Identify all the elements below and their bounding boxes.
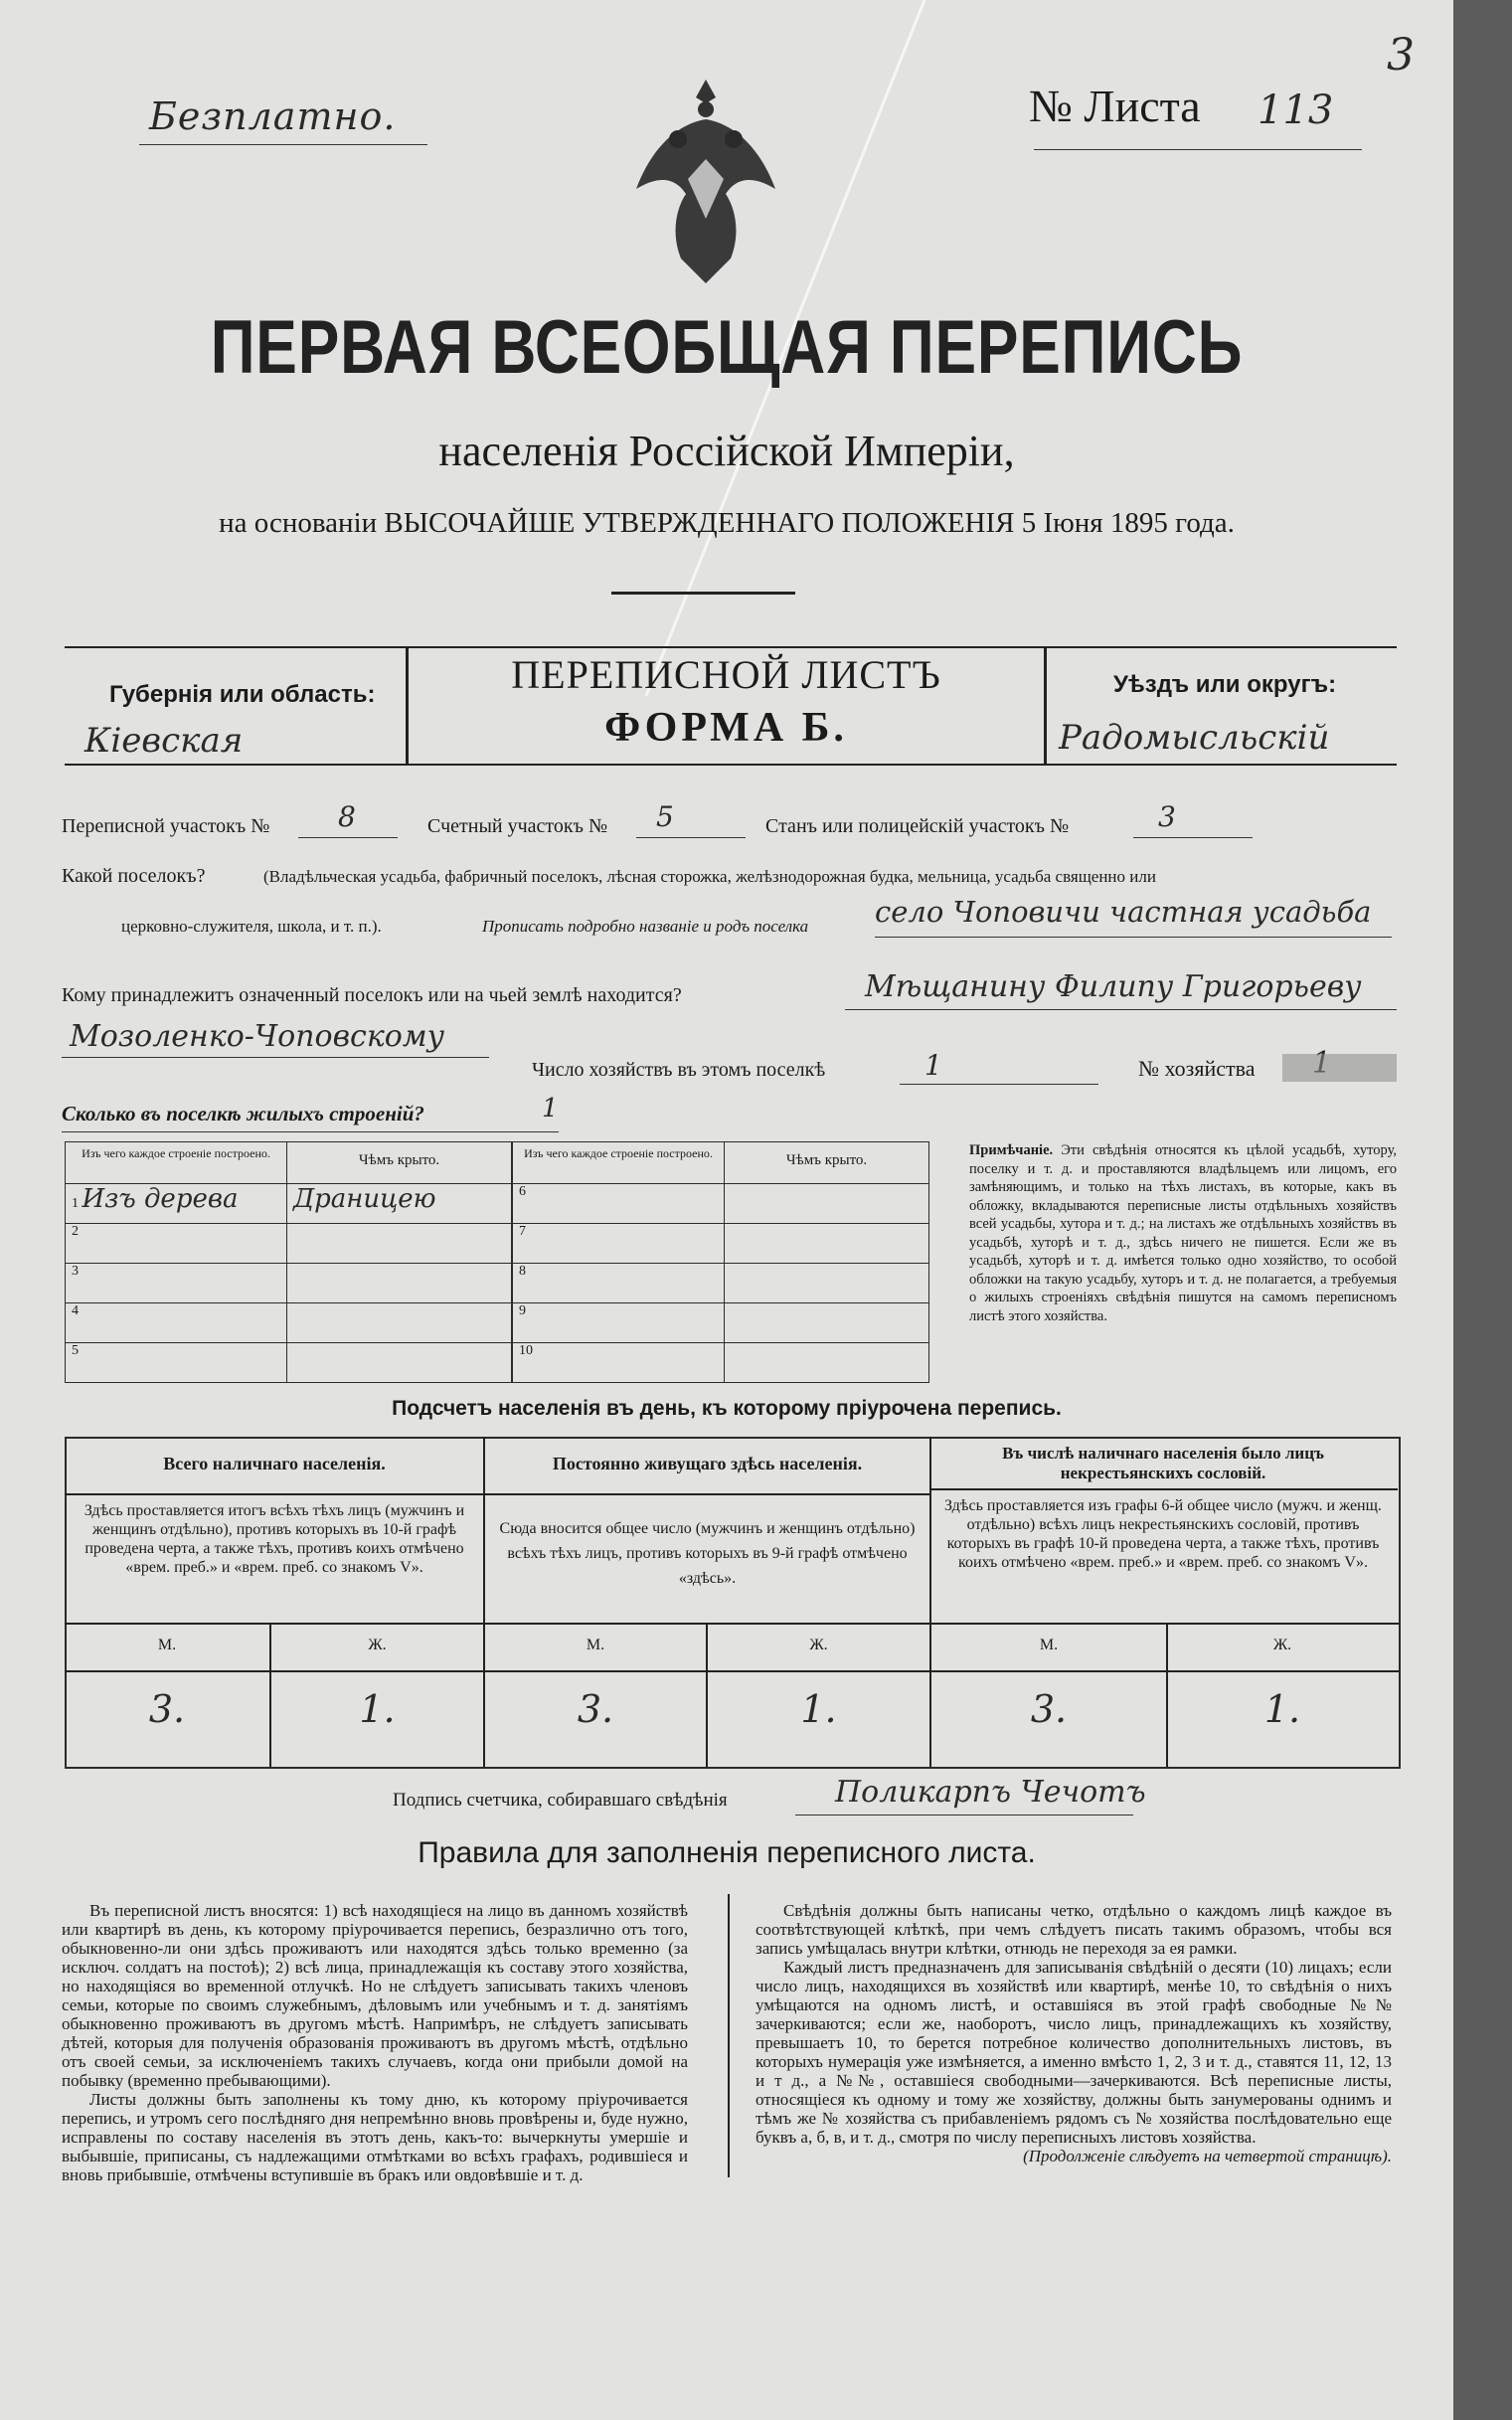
census-district-underline [298,837,398,838]
gubernia-label: Губернія или область: [109,681,376,708]
count-resident-f[interactable]: 1. [800,1687,837,1731]
count-col3-text: Здѣсь проставляется изъ графы 6-й общее число (мужч. и женщ. отдѣльно) всѣхъ лицъ некрестьянскихъ сословій, противъ которыхъ въ графѣ 10-й проведена черта, а также тѣхъ, противъ коихъ отмѣчено «врем. преб.» и «врем. преб. со знакомъ V». [944,1497,1382,1571]
census-district-label: Переписной участокъ № [62,815,270,837]
count-mf-top [65,1623,1399,1625]
form-box-bottom [65,764,1397,766]
building-1-roof[interactable] [287,1184,512,1224]
form-box-divider-right [1044,646,1047,764]
sheet-number-value: 113 [1258,87,1334,133]
building-4-roof[interactable] [287,1303,512,1343]
title-divider [611,592,795,595]
count-f-header-3: Ж. [1272,1637,1292,1653]
owner-underline [845,1009,1397,1010]
row-number: 1 [72,1196,79,1211]
main-title: ПЕРВАЯ ВСЕОБЩАЯ ПЕРЕПИСЬ [210,305,1244,390]
stan-value[interactable]: 3 [1158,800,1176,833]
settlement-value[interactable]: село Чоповичи частная усадьба [875,895,1372,929]
corner-mark: 3 [1387,30,1415,81]
count-header-line-2 [484,1493,930,1495]
stan-underline [1133,837,1253,838]
household-number-label: № хозяйства [1138,1056,1256,1081]
building-5-material[interactable]: 5 [66,1343,287,1383]
rules-title: Правила для заполненія переписного листа. [418,1836,1036,1869]
col-roof-header-2: Чѣмъ крыто. [725,1142,929,1184]
building-5-roof[interactable] [287,1343,512,1383]
owner-label: Кому принадлежитъ означенный поселокъ или на чьей землѣ находится? [62,984,682,1006]
households-value[interactable]: 1 [924,1049,942,1082]
owner-underline-2 [62,1057,489,1058]
building-2-material[interactable]: 2 [66,1224,287,1264]
count-header-line-3 [930,1488,1398,1490]
buildings-value[interactable]: 1 [542,1094,559,1124]
count-col3-title: Въ числѣ наличнаго населенія было лицъ некрестьянскихъ сословій. [1002,1444,1324,1482]
counting-district-value[interactable]: 5 [656,800,674,833]
households-underline [900,1084,1098,1085]
table-row [66,1224,512,1264]
buildings-label: Сколько въ поселкѣ жилыхъ строеній? [62,1102,424,1125]
settlement-hint: (Владѣльческая усадьба, фабричный поселокъ, лѣсная сторожка, желѣзнодорожная будка, мельница, усадьба священно или [263,867,1156,886]
building-9-roof[interactable] [725,1303,929,1343]
note-block [969,1141,1397,1325]
free-label: Безплатно. [149,94,397,138]
building-1-material[interactable] [66,1184,287,1224]
decree-line: на основаніи ВЫСОЧАЙШЕ УТВЕРЖДЕННАГО ПОЛОЖЕНІЯ 5 Іюня 1895 года. [219,507,1235,539]
owner-value-2[interactable]: Мозоленко-Чоповскому [70,1019,445,1054]
count-total-m[interactable]: 3. [148,1687,186,1731]
sheet-number-label: № Листа [1029,81,1201,131]
count-m-header-1: М. [157,1637,177,1653]
building-2-roof[interactable] [287,1224,512,1264]
rules-left-p1: Въ переписной листъ вносятся: 1) всѣ находящіеся на лицо въ данномъ хозяйствѣ или квартирѣ въ день, къ которому пріурочивается перепись, безразлично отъ того, обыкновенно-ли они здѣсь проживаютъ или находятся здѣсь только временно (за исключ. солдатъ на постоѣ); 2) всѣ лица, принадлежащія къ составу этого хозяйства, но находящіяся во временной отлучкѣ. Но не слѣдуетъ записывать такихъ членовъ семьи, которые по своимъ служебнымъ, дѣловымъ или учебнымъ и т. д. занятіямъ обыкновенно проживаютъ въ другомъ мѣстѣ. Напримѣръ, не слѣдуетъ записывать дѣтей, которыя для полученія образованія проживаютъ въ другомъ мѣстѣ, отдѣльно отъ своей семьи, за исключеніемъ такихъ случаевъ, когда они прибыли домой на побывку (временно пребывающими). [62,1901,688,2090]
building-6-roof[interactable] [725,1184,929,1224]
building-8-material[interactable]: 8 [513,1264,725,1303]
form-title: ПЕРЕПИСНОЙ ЛИСТЪ [511,652,941,697]
stan-label: Станъ или полицейскій участокъ № [765,815,1070,837]
building-3-material[interactable]: 3 [66,1264,287,1303]
building-material-value: Изъ дерева [82,1184,239,1214]
household-number-stamp [1282,1054,1397,1082]
eagle-emblem-icon [616,70,795,288]
count-mf-bottom [65,1670,1399,1672]
building-10-roof[interactable] [725,1343,929,1383]
count-m-header-2: М. [586,1637,605,1653]
col-material-header: Изъ чего каждое строеніе построено. [66,1142,287,1184]
rules-right-p1: Свѣдѣнія должны быть написаны четко, отдѣльно о каждомъ лицѣ каждое въ соотвѣтствующей клѣткѣ, при чемъ слѣдуетъ писать такимъ образомъ, чтобы вся запись умѣщалась внутри клѣтки, отнюдь не переходя за ея рамки. [756,1901,1392,1958]
free-label-underline [139,144,427,145]
table-row [513,1343,929,1383]
building-3-roof[interactable] [287,1264,512,1303]
table-row [513,1224,929,1264]
owner-value[interactable]: Мѣщанину Филипу Григорьеву [865,969,1362,1004]
count-col1-title: Всего наличнаго населенія. [163,1454,386,1473]
form-type: ФОРМА Б. [604,705,848,751]
count-title: Подсчетъ населенія въ день, къ которому пріурочена перепись. [392,1397,1062,1420]
gubernia-value[interactable]: Кіевская [84,721,244,761]
counting-district-label: Счетный участокъ № [427,815,608,837]
buildings-table-right [512,1141,929,1383]
count-col2-text: Сюда вносится общее число (мужчинъ и женщинъ отдѣльно) всѣхъ тѣхъ лицъ, противъ которыхъ въ 9-й графѣ отмѣчено «здѣсь». [499,1520,916,1587]
count-f-header-2: Ж. [809,1637,828,1653]
building-7-roof[interactable] [725,1224,929,1264]
rules-right-p2: Каждый листъ предназначенъ для записыванія свѣдѣній о десяти (10) лицахъ; если число лицъ, находящихся въ хозяйствѣ или квартирѣ, менѣе 10, то свѣдѣнія о нихъ умѣщаются на одномъ листѣ, и оставшіяся въ этой графѣ свободные №№ зачеркиваются; если же, наоборотъ, число лицъ, принадлежащихъ къ хозяйству, превышаетъ 10, то берется потребное количество дополнительныхъ листовъ, въ которыхъ нумерація уже измѣняется, а именно вмѣсто 1, 2, 3 и т. д., ставятся 11, 12, 13 и т д., а №№, оставшіеся свободными—зачеркиваются. Всѣ переписные листы, относящіеся къ одному и тому же хозяйству, должны быть занумерованы однимъ и тѣмъ же № хозяйства съ прибавленіемъ рядомъ съ № хозяйства послѣдовательно еще буквъ а, б, в, и т. д., смотря по числу переписныхъ листовъ хозяйства. [756,1958,1392,2147]
table-row [66,1184,512,1224]
signature-value[interactable]: Поликарпъ Чечотъ [835,1775,1146,1810]
count-total-f[interactable]: 1. [359,1687,396,1731]
count-col2-title: Постоянно живущаго здѣсь населенія. [552,1454,863,1473]
uezd-label: Уѣздъ или округъ: [1113,671,1337,698]
count-header-line-1 [65,1493,484,1495]
rules-continued: (Продолженіе слѣдуетъ на четвертой страницѣ). [1023,2147,1392,2165]
building-7-material[interactable]: 7 [513,1224,725,1264]
count-col1-text: Здѣсь проставляется итогъ всѣхъ тѣхъ лицъ (мужчинъ и женщинъ отдѣльно), противъ которыхъ въ 10-й графѣ проведена черта, а также тѣхъ, противъ коихъ отмѣчено «врем. преб.» и «врем. преб. со знакомъ V». [84,1502,465,1576]
form-box-top [65,646,1397,648]
table-row [513,1184,929,1224]
building-roof-value: Драницею [293,1184,436,1214]
note-label: Примѣчаніе. [969,1142,1054,1158]
sheet-number-underline [1034,149,1362,150]
building-10-material[interactable]: 10 [513,1343,725,1383]
subtitle: населенія Россійской Имперіи, [438,427,1015,475]
building-4-material[interactable]: 4 [66,1303,287,1343]
buildings-underline [62,1131,559,1132]
rules-left-column [62,1901,688,2184]
settlement-label: Какой поселокъ? [62,865,206,887]
building-6-material[interactable]: 6 [513,1184,725,1224]
table-row [66,1343,512,1383]
buildings-table-left [65,1141,512,1383]
rules-column-divider [728,1894,730,2177]
uezd-value[interactable]: Радомысльскій [1059,718,1330,758]
rules-left-p2: Листы должны быть заполнены къ тому дню, къ которому пріурочивается перепись, и утромъ сего послѣдняго дня непремѣнно вновь провѣрены и, буде нужно, исправлены по составу населенія въ этотъ день, какъ-то: вычеркнуты умершіе и выбывшіе, приписаны, съ надлежащими отмѣтками во всѣхъ графахъ, родившіеся и вновь прибывшіе, отмѣчены вступившіе въ бракъ или овдовѣвшіе и т. д. [62,2090,688,2184]
col-material-header-2: Изъ чего каждое строеніе построено. [513,1142,725,1184]
count-nonpeasant-f[interactable]: 1. [1263,1687,1301,1731]
count-f-header-1: Ж. [368,1637,387,1653]
count-resident-m[interactable]: 3. [577,1687,614,1731]
building-8-roof[interactable] [725,1264,929,1303]
settlement-hint-2: церковно-служителя, школа, и т. п.). [121,917,382,936]
building-9-material[interactable]: 9 [513,1303,725,1343]
col-roof-header: Чѣмъ крыто. [287,1142,512,1184]
rules-right-column [756,1901,1392,2165]
households-label: Число хозяйствъ въ этомъ поселкѣ [532,1059,826,1081]
count-nonpeasant-m[interactable]: 3. [1030,1687,1068,1731]
settlement-underline [875,937,1392,938]
table-row [513,1264,929,1303]
signature-label: Подпись счетчика, собиравшаго свѣдѣнія [393,1790,728,1811]
table-row [513,1303,929,1343]
note-text: Эти свѣдѣнія относятся къ цѣлой усадьбѣ, хутору, поселку и т. д. и проставляются владѣльцемъ или лицомъ, его замѣняющимъ, и только на тѣхъ листахъ, въ которые, какъ въ обложку, вкладываются переписные листы отдѣльныхъ хозяйствъ всей усадьбы, хутора и т. д.; на листахъ же отдѣльныхъ хозяйствъ въ усадьбѣ, хуторѣ и т. д., здѣсь ничего не пишется. Если же въ усадьбѣ, хуторѣ и т. д. имѣется только одно хозяйство, то особой обложки на такую усадьбу, хуторъ и т. д. не полагается, а требуемыя о жилыхъ строеніяхъ свѣдѣнія пишутся на самомъ переписномъ листѣ этого хозяйства. [969,1142,1398,1324]
table-row [66,1303,512,1343]
settlement-instruction: Прописать подробно названіе и родъ поселка [482,917,809,936]
counting-district-underline [636,837,746,838]
table-row [66,1264,512,1303]
census-district-value[interactable]: 8 [338,800,356,833]
count-m-header-3: М. [1039,1637,1059,1653]
